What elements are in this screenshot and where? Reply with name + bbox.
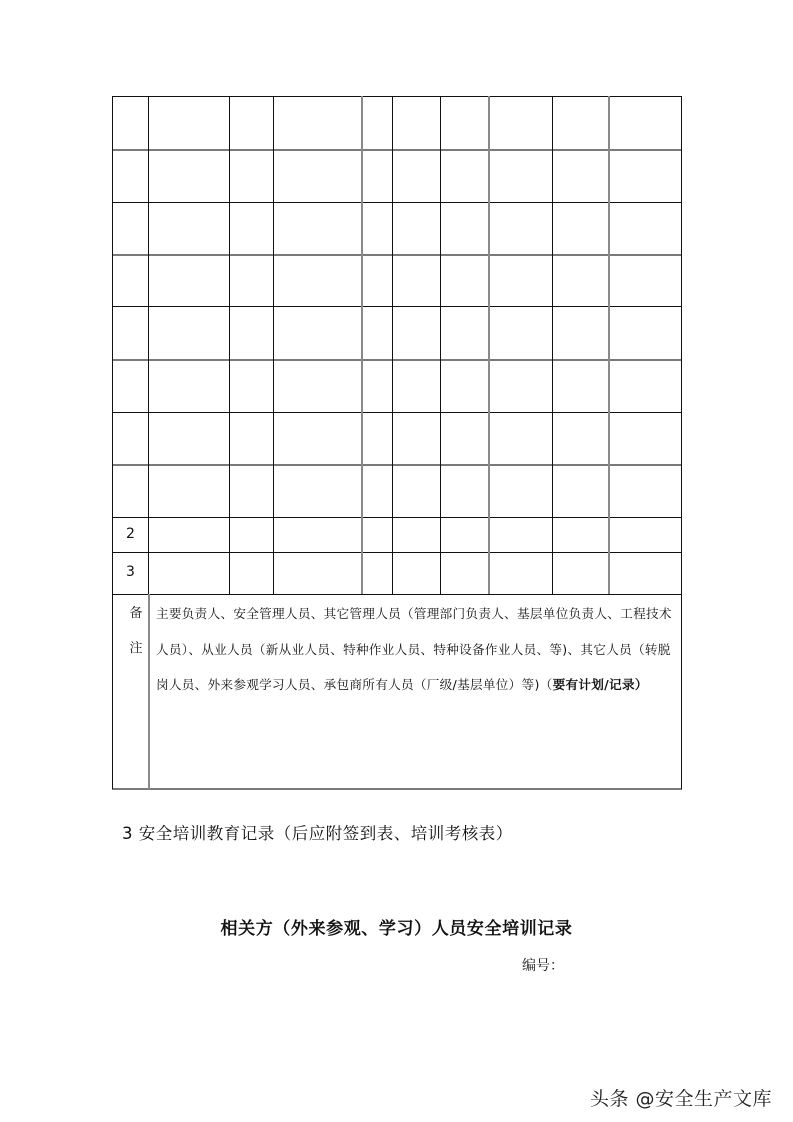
- row-divider: [112, 254, 682, 256]
- document-title-text: 相关方（外来参观、学习）人员安全培训记录: [220, 919, 573, 939]
- remark-body: 主要负责人、安全管理人员、其它管理人员（管理部门负责人、基层单位负责人、工程技术人员）、从业人员（新从业人员、特种作业人员、特种设备作业人员、等)、其它人员（转脱岗人员、外来参观学习人员、承包商所有人员（厂级/基层单位）等)（: [156, 606, 672, 692]
- column-divider: [361, 96, 363, 594]
- table-border-top: [112, 96, 682, 97]
- row-divider: [112, 517, 682, 518]
- column-divider: [552, 96, 553, 594]
- remark-label-2: 注: [129, 641, 143, 656]
- remark-text: [156, 596, 676, 703]
- row-divider: [112, 464, 682, 466]
- column-divider: [440, 96, 441, 594]
- column-divider: [608, 96, 610, 594]
- row-divider: [112, 359, 682, 361]
- remark-divider: [148, 594, 150, 789]
- column-divider: [148, 96, 149, 594]
- remark-label-1: 备: [129, 606, 143, 621]
- column-divider: [488, 96, 490, 594]
- row-index: 3: [126, 564, 135, 580]
- row-divider: [112, 306, 682, 307]
- column-divider: [229, 96, 230, 594]
- watermark: 头条 @安全生产文库: [590, 1088, 773, 1110]
- document-title: [0, 914, 793, 939]
- column-divider: [392, 96, 393, 594]
- row-divider: [112, 412, 682, 413]
- table-border-bottom: [112, 788, 682, 790]
- remark-bold: 要有计划/记录）: [552, 677, 648, 692]
- column-divider: [273, 96, 274, 594]
- row-divider: [112, 149, 682, 151]
- row-divider: [112, 594, 682, 595]
- training-record-table: [112, 96, 682, 789]
- row-divider: [112, 552, 682, 553]
- row-divider: [112, 202, 682, 203]
- number-label: 编号：: [522, 958, 564, 974]
- table-border-right: [681, 96, 682, 789]
- section-heading: 3 安全培训教育记录（后应附签到表、培训考核表）: [122, 824, 513, 843]
- row-index: 2: [126, 526, 135, 542]
- table-border-left: [112, 96, 113, 789]
